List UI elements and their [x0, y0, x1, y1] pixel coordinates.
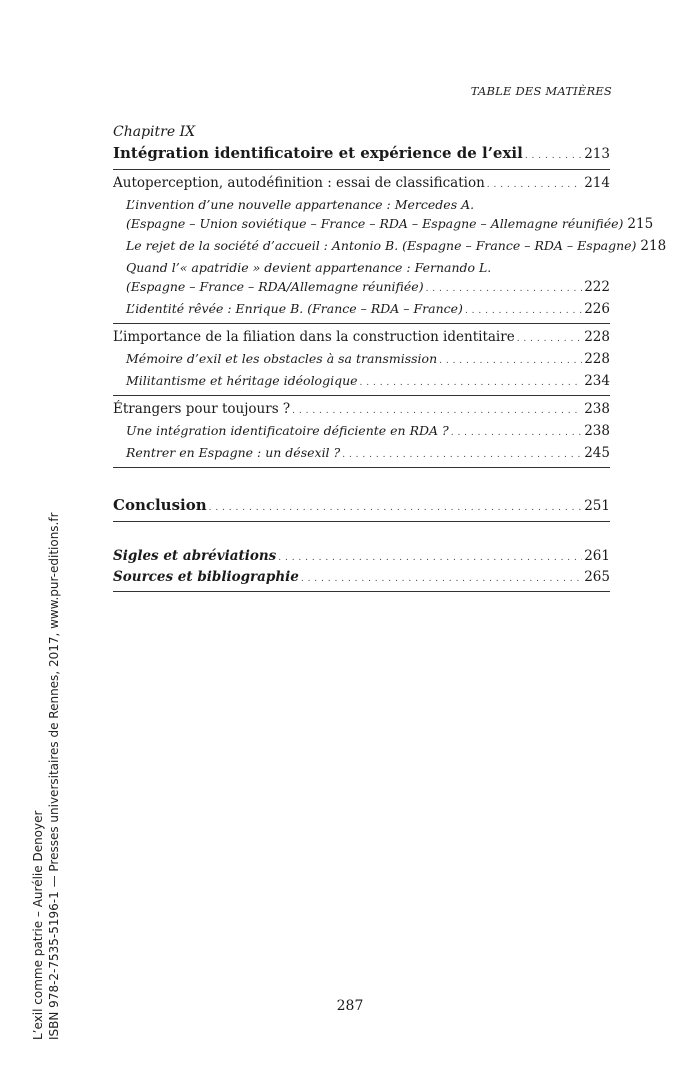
- subsection-row: [113, 236, 667, 258]
- subsection-title: (Espagne – Union soviétique – France – RDA – Espagne – Allemagne réunifiée): [126, 216, 624, 231]
- section-page: 228: [584, 329, 610, 345]
- subsection-page: 228: [584, 351, 610, 367]
- chapter-title-row: [113, 142, 610, 167]
- subsection-line1: L’invention d’une nouvelle appartenance : Mercedes A.: [126, 197, 475, 212]
- leader-dots: [439, 349, 582, 371]
- subsection-page: 238: [584, 423, 610, 439]
- back-matter-row: [113, 547, 610, 568]
- section-rule: [113, 395, 610, 396]
- back-matter-page: 265: [584, 569, 610, 585]
- leader-dots: [209, 494, 583, 519]
- conclusion-row: [113, 494, 610, 519]
- section-title: Étrangers pour toujours ?: [113, 401, 291, 417]
- subsection-row: [113, 443, 610, 465]
- subsection-row: [113, 277, 610, 299]
- leader-dots: [487, 174, 582, 195]
- leader-dots: [301, 568, 582, 589]
- leader-dots: [360, 371, 583, 393]
- back-matter-page: 261: [584, 548, 610, 564]
- subsection-title: Mémoire d’exil et les obstacles à sa transmission: [126, 351, 438, 366]
- leader-dots: [525, 142, 582, 167]
- page-number: 287: [336, 998, 364, 1014]
- running-head: TABLE DES MATIÈRES: [470, 84, 612, 98]
- chapter-label: Chapitre IX: [113, 124, 196, 140]
- subsection-title: L’identité rêvée : Enrique B. (France – RDA – France): [126, 301, 463, 316]
- leader-dots: [292, 400, 582, 421]
- table-of-contents: [113, 124, 667, 596]
- side-note: [30, 512, 62, 1040]
- section-page: 238: [584, 401, 610, 417]
- section-row: [113, 400, 610, 421]
- section-rule: [113, 323, 610, 324]
- section-title: L’importance de la filiation dans la construction identitaire: [113, 329, 515, 345]
- leader-dots: [278, 547, 582, 568]
- section-page: 214: [584, 175, 610, 191]
- section-rule: [113, 467, 610, 468]
- chapter-rule: [113, 169, 610, 170]
- leader-dots: [465, 299, 582, 321]
- back-matter-title: Sources et bibliographie: [113, 569, 299, 585]
- section-title: Autoperception, autodéfinition : essai de classification: [113, 175, 485, 191]
- subsection-title: Militantisme et héritage idéologique: [126, 373, 358, 388]
- subsection-page: 226: [584, 301, 610, 317]
- subsection-page: 218: [640, 238, 667, 254]
- back-matter-rule: [113, 591, 610, 592]
- side-note-line1: L’exil comme patrie – Aurélie Denoyer: [31, 810, 45, 1040]
- conclusion-rule: [113, 521, 610, 522]
- section-row: [113, 174, 610, 195]
- subsection-row: [113, 371, 610, 393]
- subsection-title: (Espagne – France – RDA/Allemagne réunifiée): [126, 279, 424, 294]
- back-matter-row: [113, 568, 610, 589]
- chapter-title: Intégration identificatoire et expérience de l’exil: [113, 144, 523, 162]
- side-note-line2: ISBN 978-2-7535-5196-1 — Presses universitaires de Rennes, 2017, www.pur-editions.fr: [47, 512, 61, 1040]
- leader-dots: [451, 421, 583, 443]
- subsection-row: [113, 299, 610, 321]
- subsection-row: [113, 214, 654, 236]
- subsection-row: [113, 421, 610, 443]
- leader-dots: [342, 443, 582, 465]
- leader-dots: [426, 277, 583, 299]
- conclusion-page: 251: [584, 498, 610, 514]
- section-row: [113, 328, 610, 349]
- back-matter-title: Sigles et abréviations: [113, 548, 277, 564]
- subsection-page: 222: [584, 279, 610, 295]
- subsection-page: 215: [627, 216, 654, 232]
- leader-dots: [517, 328, 583, 349]
- conclusion-title: Conclusion: [113, 496, 207, 514]
- subsection-title: Le rejet de la société d’accueil : Antonio B. (Espagne – France – RDA – Espagne): [126, 238, 637, 253]
- subsection-row: [113, 349, 610, 371]
- subsection-title: Rentrer en Espagne : un désexil ?: [126, 445, 341, 460]
- chapter-page: 213: [584, 146, 610, 162]
- subsection-page: 245: [584, 445, 610, 461]
- subsection-line1: Quand l’« apatridie » devient appartenance : Fernando L.: [126, 260, 492, 275]
- subsection-title: Une intégration identificatoire déficiente en RDA ?: [126, 423, 449, 438]
- subsection-page: 234: [584, 373, 610, 389]
